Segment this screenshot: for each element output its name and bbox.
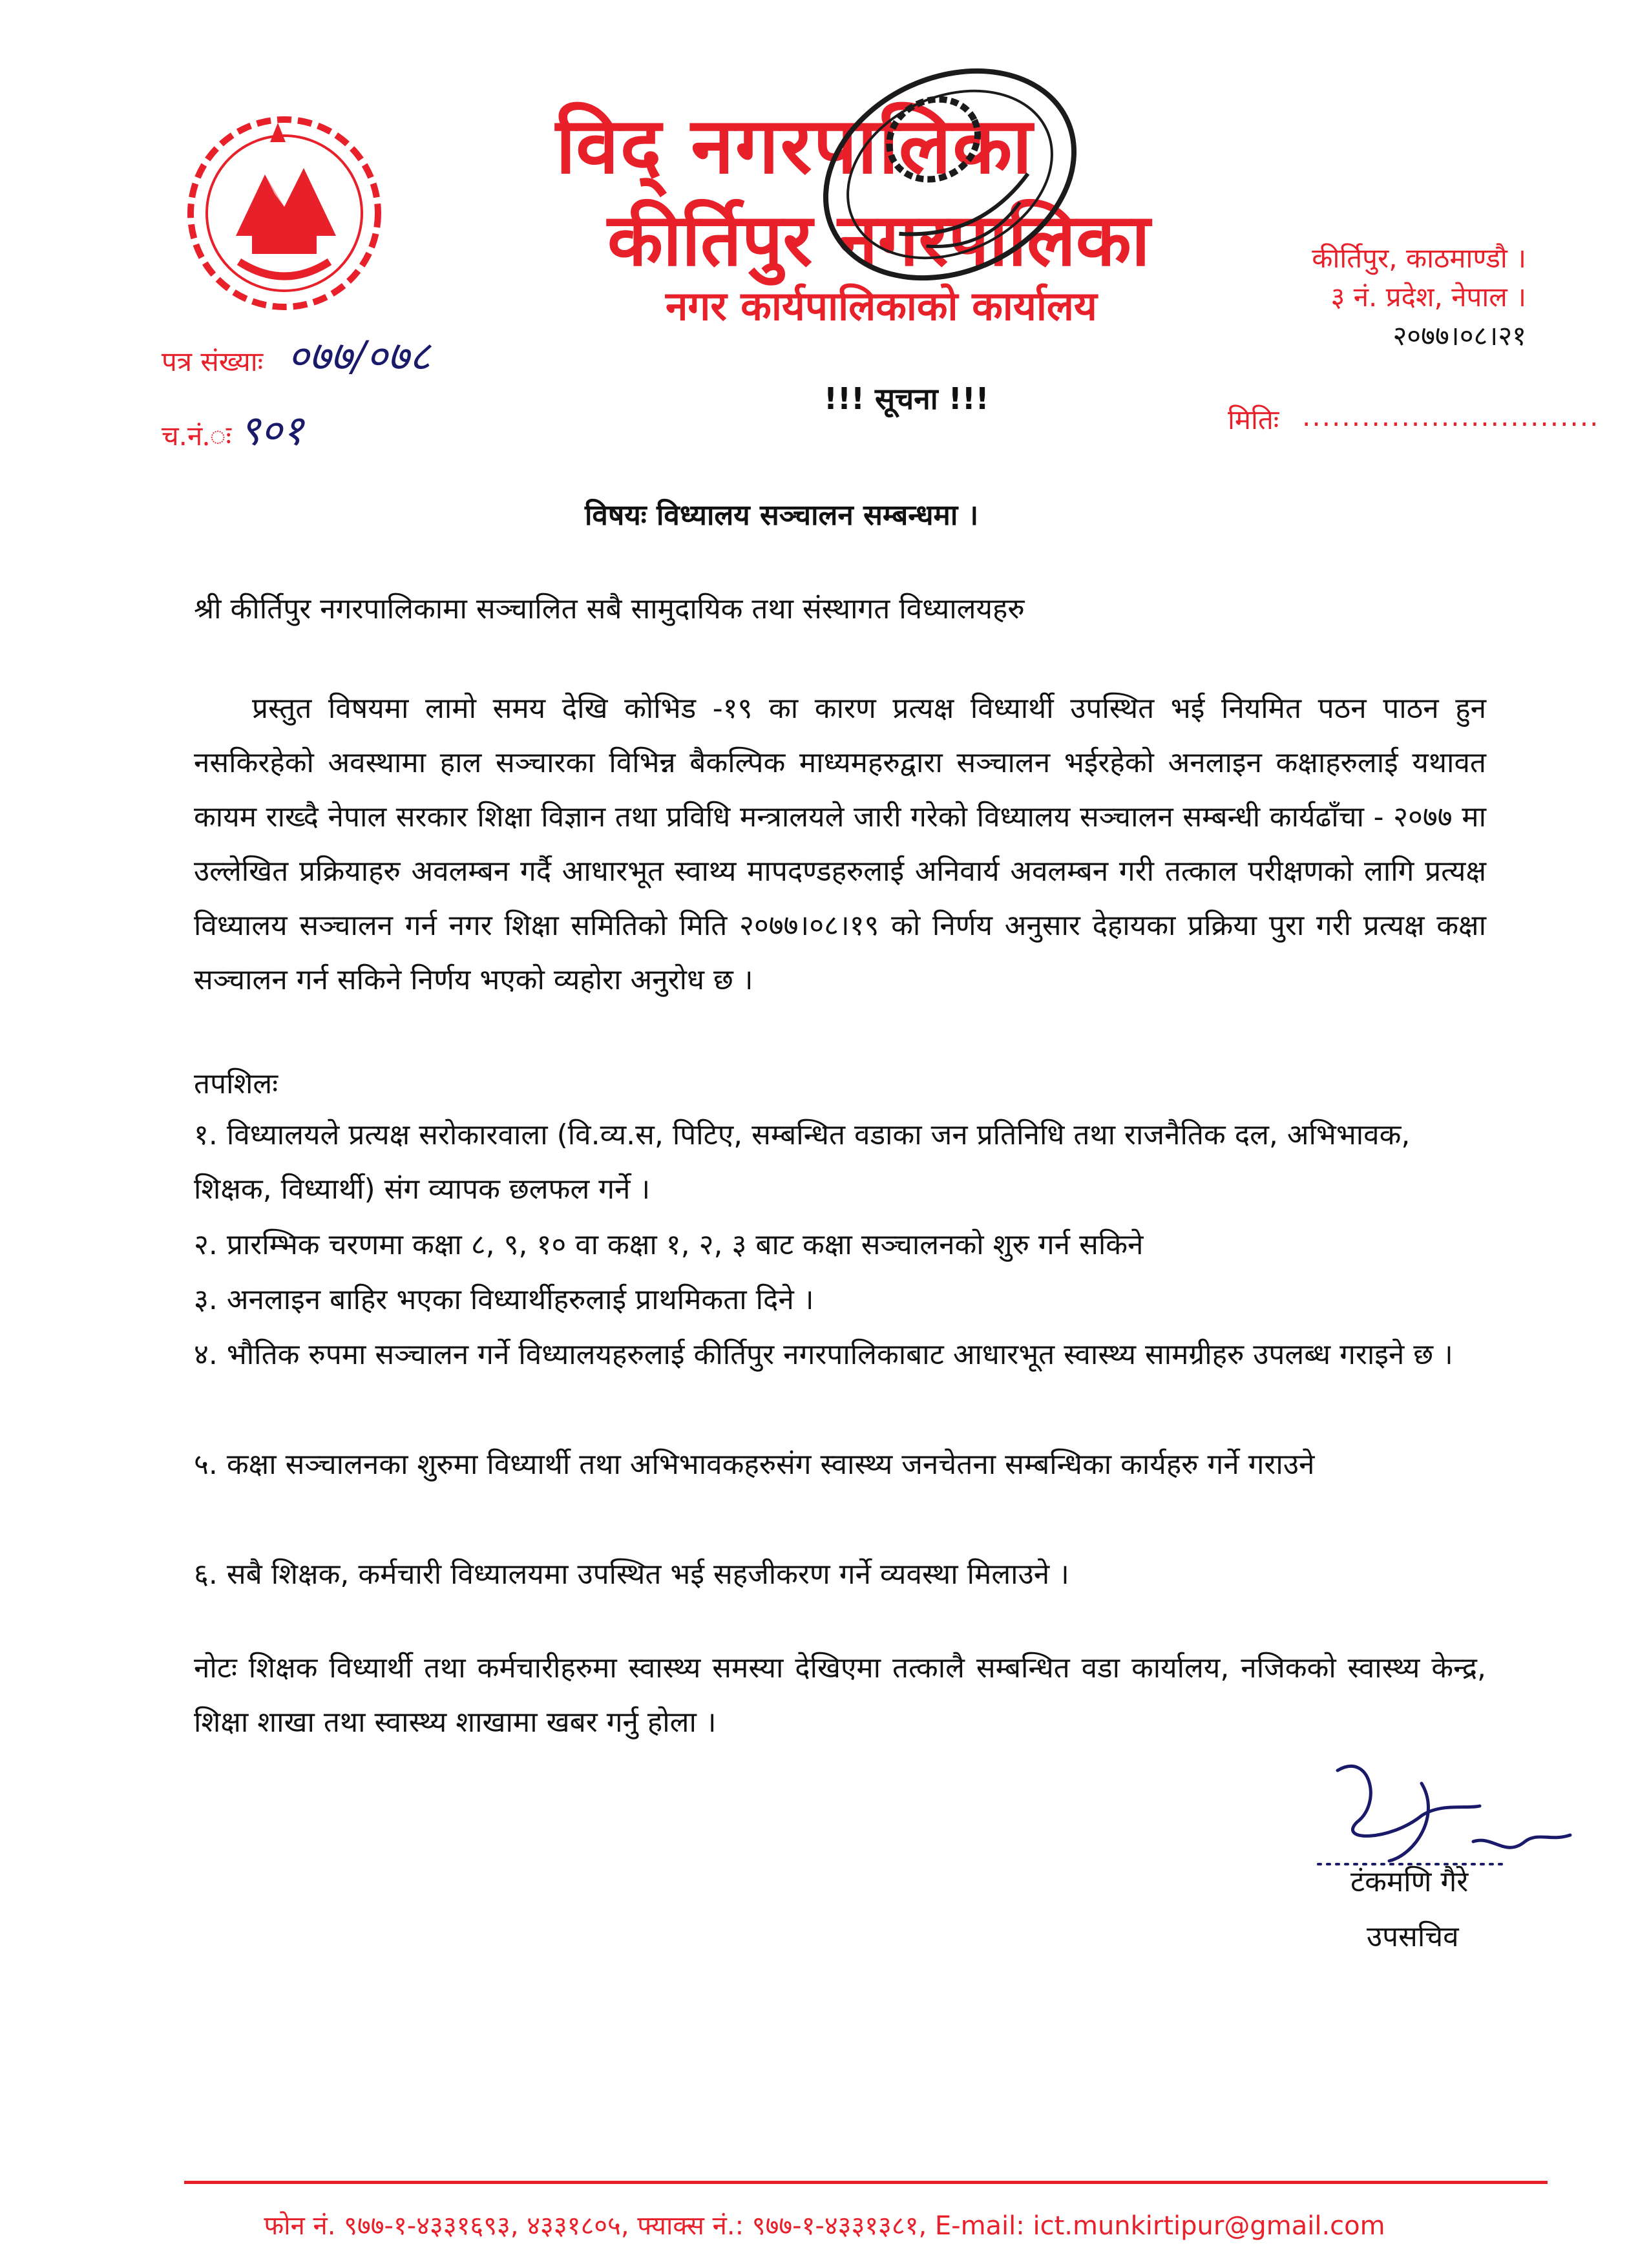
letter-note: नोटः शिक्षक विध्यार्थी तथा कर्मचारीहरुमा स्वास्थ्य समस्या देखिएमा तत्कालै सम्बन्धित वडा कार्यालय, नजिकको स्वास्थ्य केन्द्र, शिक्षा शाखा तथा स्वास्थ्य शाखामा खबर गर्नु होला ।	[194, 1652, 1486, 1739]
letter-subject: विषयः विध्यालय सञ्चालन सम्बन्धमा ।	[585, 499, 979, 532]
footer-divider	[184, 2181, 1548, 2184]
dispatch-number-label: च.नं.ः	[162, 420, 232, 452]
letter-body: प्रस्तुत विषयमा लामो समय देखि कोभिड -१९ का कारण प्रत्यक्ष विध्यार्थी उपस्थित भई नियमित पठन पाठन हुन नसकिरहेको अवस्थामा हाल सञ्चारका विभिन्न बैकल्पिक माध्यमहरुद्वारा सञ्चालन भईरहेको अनलाइन कक्षाहरुलाई यथावत कायम राख्दै नेपाल सरकार शिक्षा विज्ञान तथा प्रविधि मन्त्रालयले जारी गरेको विध्यालय सञ्चालन सम्बन्धी कार्यढाँचा - २०७७ मा उल्लेखित प्रक्रियाहरु अवलम्बन गर्दै आधारभूत स्वाथ्य मापदण्डहरुलाई अनिवार्य अवलम्बन गरी तत्काल परीक्षणको लागि प्रत्यक्ष विध्यालय सञ्चालन गर्न नगर शिक्षा समितिको मिति २०७७।०८।१९ को निर्णय अनुसार देहायका प्रक्रिया पुरा गरी प्रत्यक्ष कक्षा सञ्चालन गर्न सकिने निर्णय भएको व्यहोरा अनुरोध छ ।	[194, 692, 1486, 996]
address-province: ३ नं. प्रदेश, नेपाल ।	[1330, 281, 1526, 313]
details-label: तपशिलः	[194, 1067, 278, 1100]
list-item: ६. सबै शिक्षक, कर्मचारी विध्यालयमा उपस्थित भई सहजीकरण गर्ने व्यवस्था मिलाउने ।	[194, 1558, 1069, 1591]
list-item: ३. अनलाइन बाहिर भएका विध्यार्थीहरुलाई प्राथमिकता दिने ।	[194, 1283, 814, 1316]
list-item: १. विध्यालयले प्रत्यक्ष सरोकारवाला (वि.व्य.स, पिटिए, सम्बन्धित वडाका जन प्रतिनिधि तथा राजनैतिक दल, अभिभावक, शिक्षक, विध्यार्थी) संग व्यापक छलफल गर्ने ।	[194, 1118, 1411, 1206]
letter-number-label: पत्र संख्याः	[162, 346, 264, 377]
date-field-label: मितिः	[1228, 404, 1279, 436]
office-seal-stamp-icon	[801, 52, 1098, 297]
office-title-line1: विद् नगरपालिका	[556, 101, 1034, 191]
signatory-name: टंकमणि गैरे	[1350, 1865, 1469, 1898]
letter-addressee: श्री कीर्तिपुर नगरपालिकामा सञ्चालित सबै सामुदायिक तथा संस्थागत विध्यालयहरु	[194, 593, 1025, 625]
office-subtitle: नगर कार्यपालिकाको कार्यालय	[666, 282, 1097, 330]
date-field-blank: ..............................	[1302, 401, 1600, 432]
municipality-title: कीर्तिपुर नगरपालिका	[607, 198, 1150, 282]
letter-number-value: ०७७/०७८	[288, 333, 431, 381]
list-item: २. प्रारम्भिक चरणमा कक्षा ८, ९, १० वा कक्षा १, २, ३ बाट कक्षा सञ्चालनको शुरु गर्न सकिने	[194, 1228, 1144, 1261]
notice-heading: !!! सूचना !!!	[824, 381, 989, 416]
signatory-title: उपसचिव	[1367, 1920, 1459, 1953]
list-item: ५. कक्षा सञ्चालनका शुरुमा विध्यार्थी तथा अभिभावकहरुसंग स्वास्थ्य जनचेतना सम्बन्धिका कार्यहरु गर्ने गराउने	[194, 1448, 1315, 1481]
address-city: कीर्तिपुर, काठमाण्डौ ।	[1312, 242, 1526, 274]
footer-contact: फोन नं. ९७७-१-४३३१६९३, ४३३१८०५, फ्याक्स नं.: ९७७-१-४३३१३८१, E-mail: ict.munkirtipur@gmail.com	[264, 2211, 1385, 2241]
nepal-emblem-icon	[174, 97, 394, 330]
letter-date: २०७७।०८।२१	[1392, 320, 1526, 352]
dispatch-number-value: ९०१	[239, 407, 304, 455]
list-item: ४. भौतिक रुपमा सञ्चालन गर्ने विध्यालयहरुलाई कीर्तिपुर नगरपालिकाबाट आधारभूत स्वास्थ्य सामग्रीहरु उपलब्ध गराइने छ ।	[194, 1338, 1453, 1371]
